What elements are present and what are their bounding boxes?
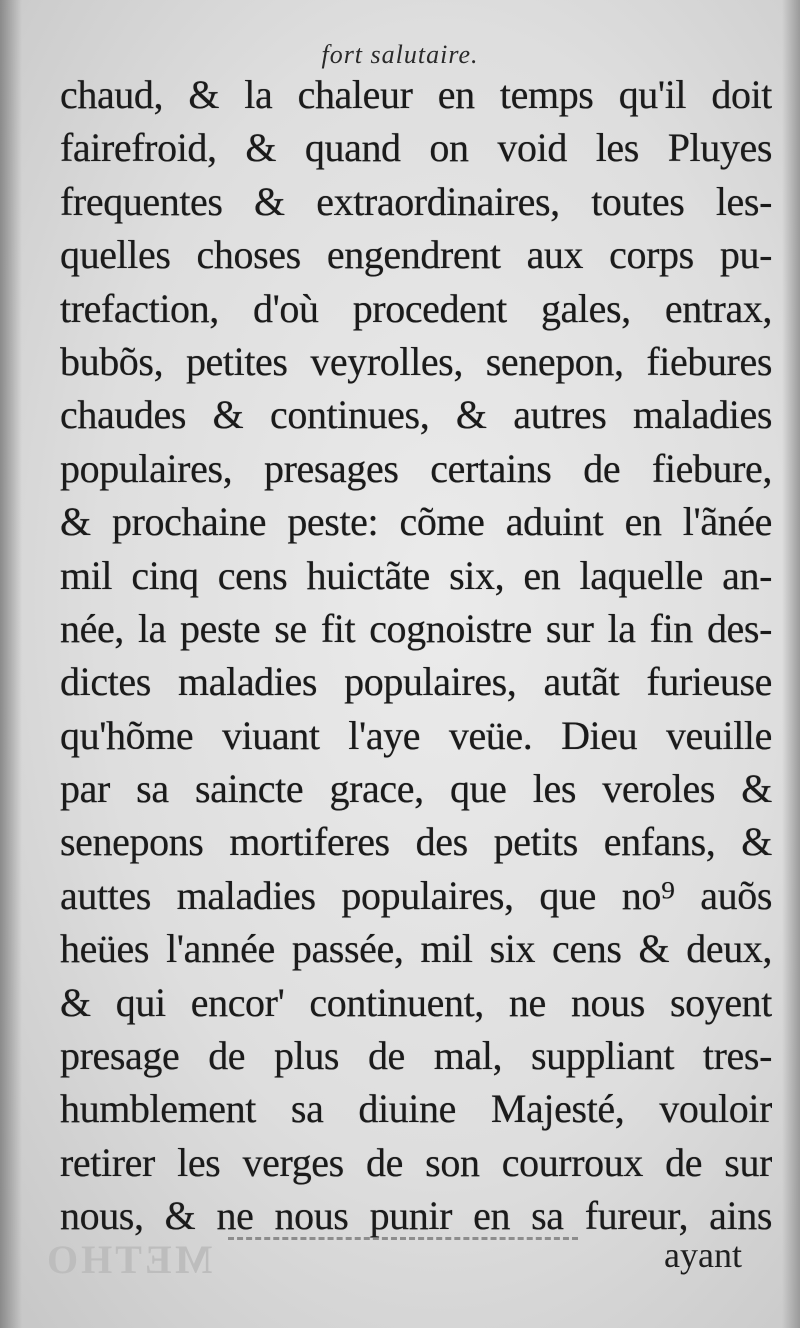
text-line: née, la peste se fit cognoistre sur la fin des-	[60, 605, 772, 651]
text-line: populaires, presages certains de fiebure,	[60, 445, 772, 491]
text-line: senepons mortiferes des petits enfans, &	[60, 819, 772, 865]
text-line: & prochaine peste: cõme aduint en l'ãnée	[60, 499, 772, 545]
text-line: qu'hõme viuant l'aye veüe. Dieu veuille	[60, 712, 772, 758]
text-line: & qui encor' continuent, ne nous soyent	[60, 979, 772, 1025]
text-line: par sa saincte grace, que les veroles &	[60, 766, 772, 812]
text-line: retirer les verges de son courroux de sur	[60, 1139, 772, 1185]
catchword: ayant	[664, 1235, 742, 1275]
text-line: dictes maladies populaires, autãt furieuse	[60, 659, 772, 705]
text-line: fairefroid, & quand on void les Pluyes	[60, 125, 772, 171]
text-line: humblement sa diuine Majesté, vouloir	[60, 1086, 772, 1132]
faded-rule	[228, 1237, 578, 1240]
text-line: presage de plus de mal, suppliant tres-	[60, 1033, 772, 1079]
text-line: chaud, & la chaleur en temps qu'il doit	[60, 72, 772, 117]
bleed-through-text: METHO	[44, 1237, 213, 1282]
text-line: mil cinq cens huictãte six, en laquelle an-	[60, 552, 772, 598]
running-head: fort salutaire.	[321, 40, 479, 69]
body-text	[60, 68, 772, 1243]
text-line: frequentes & extraordinaires, toutes les-	[60, 178, 772, 224]
text-line: chaudes & continues, & autres maladies	[60, 392, 772, 438]
text-line: heües l'année passée, mil six cens & deux,	[60, 926, 772, 972]
text-line: auttes maladies populaires, que no⁹ auõs	[60, 872, 772, 918]
text-line: quelles choses engendrent aux corps pu-	[60, 232, 772, 278]
text-line: nous, & ne nous punir en sa fureur, ains	[60, 1193, 772, 1239]
text-line: trefaction, d'où procedent gales, entrax,	[60, 285, 772, 331]
text-line: bubõs, petites veyrolles, senepon, fiebures	[60, 338, 772, 384]
